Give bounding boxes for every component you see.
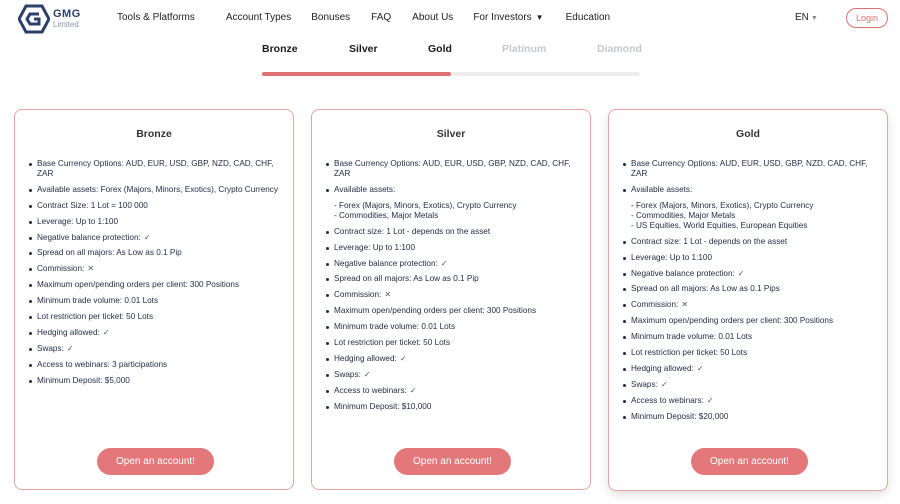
- cross-icon: ✕: [384, 290, 392, 300]
- feature-item: [325, 386, 587, 396]
- feature-text: Minimum Deposit: $10,000: [334, 401, 432, 411]
- feature-item: [622, 269, 884, 279]
- feature-text: Spread on all majors: As Low as 0.1 Pip: [37, 248, 182, 258]
- feature-item: [325, 274, 587, 284]
- feature-item: [28, 296, 290, 306]
- feature-item: [325, 402, 587, 412]
- brand-name: GMG: [53, 8, 81, 20]
- feature-item: [325, 322, 587, 332]
- feature-item: [622, 284, 884, 294]
- main-nav: [117, 12, 610, 23]
- feature-item: [28, 159, 290, 179]
- check-icon: ✓: [102, 327, 110, 337]
- feature-item: [622, 396, 884, 406]
- feature-item: [28, 360, 290, 370]
- feature-text: Hedging allowed:: [631, 363, 694, 373]
- feature-text: Leverage: Up to 1:100: [334, 242, 416, 252]
- feature-text: Base Currency Options: AUD, EUR, USD, GBP, NZD, CAD, CHF, ZAR: [37, 159, 274, 178]
- feature-text: Available assets:: [334, 184, 396, 194]
- feature-text: Base Currency Options: AUD, EUR, USD, GBP, NZD, CAD, CHF, ZAR: [631, 159, 868, 178]
- feature-item: [622, 316, 884, 326]
- feature-text: Maximum open/pending orders per client: 300 Positions: [631, 316, 834, 326]
- check-icon: ✓: [409, 385, 417, 395]
- feature-item: [28, 233, 290, 243]
- feature-text: Lot restriction per ticket: 50 Lots: [631, 348, 748, 358]
- feature-text: Minimum Deposit: $20,000: [631, 411, 729, 421]
- check-icon: ✓: [399, 353, 407, 363]
- check-icon: ✓: [737, 268, 745, 278]
- feature-text: Lot restriction per ticket: 50 Lots: [334, 338, 451, 348]
- check-icon: ✓: [706, 395, 714, 405]
- site-header: [0, 0, 900, 38]
- nav-item-account-types[interactable]: Account Types: [225, 12, 292, 23]
- feature-text: Contract size: 1 Lot - depends on the asset: [334, 226, 491, 236]
- caret-down-icon: ▼: [535, 13, 544, 22]
- feature-list: [28, 159, 290, 391]
- card-title: Silver: [436, 128, 466, 140]
- feature-subitem: - Commodities, Major Metals: [631, 210, 736, 220]
- feature-item: [28, 328, 290, 338]
- tab-silver[interactable]: Silver: [349, 43, 378, 55]
- language-label: EN: [795, 12, 809, 23]
- card-title: Bronze: [136, 128, 172, 140]
- feature-text: Swaps:: [631, 379, 658, 389]
- feature-item: [28, 201, 290, 211]
- feature-item: [325, 259, 587, 269]
- feature-text: Negative balance protection:: [631, 268, 735, 278]
- feature-text: Spread on all majors: As Low as 0.1 Pips: [631, 284, 780, 294]
- feature-text: Negative balance protection:: [37, 232, 141, 242]
- feature-item: [28, 248, 290, 258]
- feature-item: [325, 243, 587, 253]
- brand-suffix: Limited: [53, 20, 79, 29]
- feature-text: Maximum open/pending orders per client: 300 Positions: [334, 306, 537, 316]
- nav-item-about-us[interactable]: About Us: [412, 12, 454, 23]
- feature-text: Contract size: 1 Lot - depends on the asset: [631, 236, 788, 246]
- feature-item: [622, 185, 884, 231]
- feature-list: [622, 159, 884, 427]
- check-icon: ✓: [440, 258, 448, 268]
- nav-item-bonuses[interactable]: Bonuses: [311, 12, 351, 23]
- gmg-logo-icon: [18, 4, 50, 34]
- tab-diamond[interactable]: Diamond: [597, 43, 642, 55]
- tab-progress-fill: [262, 72, 451, 76]
- feature-item: [622, 237, 884, 247]
- open-account-button[interactable]: Open an account!: [394, 448, 511, 475]
- feature-text: Access to webinars:: [631, 395, 704, 405]
- check-icon: ✓: [363, 369, 371, 379]
- feature-text: Swaps:: [334, 369, 361, 379]
- nav-item-for-investors[interactable]: [473, 12, 543, 23]
- check-icon: ✓: [66, 343, 74, 353]
- feature-item: [325, 159, 587, 179]
- feature-text: Minimum Deposit: $5,000: [37, 375, 130, 385]
- open-account-button[interactable]: Open an account!: [97, 448, 214, 475]
- feature-text: Minimum trade volume: 0.01 Lots: [37, 296, 159, 306]
- feature-text: Access to webinars: 3 participations: [37, 359, 168, 369]
- feature-text: Base Currency Options: AUD, EUR, USD, GBP, NZD, CAD, CHF, ZAR: [334, 159, 571, 178]
- feature-text: Minimum trade volume: 0.01 Lots: [334, 322, 456, 332]
- feature-item: [622, 159, 884, 179]
- login-button[interactable]: Login: [846, 8, 888, 28]
- feature-item: [622, 332, 884, 342]
- feature-text: Commission:: [37, 264, 85, 274]
- nav-item-faq[interactable]: FAQ: [371, 12, 392, 23]
- nav-item-for-investors-label: For Investors: [473, 12, 532, 23]
- feature-text: Commission:: [334, 290, 382, 300]
- account-card-gold: [608, 109, 888, 491]
- feature-item: [622, 300, 884, 310]
- feature-item: [28, 185, 290, 195]
- tab-bronze[interactable]: Bronze: [262, 43, 298, 55]
- feature-item: [28, 312, 290, 322]
- feature-text: Swaps:: [37, 343, 64, 353]
- feature-text: Available assets:: [631, 184, 693, 194]
- feature-text: Maximum open/pending orders per client: 300 Positions: [37, 280, 240, 290]
- account-card-silver: [311, 109, 591, 490]
- nav-item-tools-platforms[interactable]: Tools & Platforms: [117, 12, 195, 23]
- tab-gold[interactable]: Gold: [428, 43, 452, 55]
- feature-text: Hedging allowed:: [334, 353, 397, 363]
- cross-icon: ✕: [681, 300, 689, 310]
- account-card-bronze: [14, 109, 294, 490]
- brand-logo[interactable]: [18, 4, 88, 34]
- feature-item: [325, 185, 587, 221]
- language-selector[interactable]: [795, 12, 818, 23]
- chevron-down-icon: ▼: [810, 15, 818, 22]
- feature-subitem: - US Equities, World Equities, European Equities: [631, 220, 808, 230]
- account-tier-tabs: [262, 43, 640, 77]
- cross-icon: ✕: [87, 264, 95, 274]
- feature-item: [325, 370, 587, 380]
- feature-text: Contract Size: 1 Lot = 100 000: [37, 200, 148, 210]
- card-title: Gold: [736, 128, 760, 140]
- feature-text: Hedging allowed:: [37, 327, 100, 337]
- feature-text: Leverage: Up to 1:100: [37, 216, 119, 226]
- feature-item: [622, 253, 884, 263]
- feature-text: Access to webinars:: [334, 385, 407, 395]
- open-account-button[interactable]: Open an account!: [691, 448, 808, 475]
- feature-item: [622, 380, 884, 390]
- check-icon: ✓: [696, 363, 704, 373]
- feature-item: [28, 376, 290, 386]
- check-icon: ✓: [660, 379, 668, 389]
- feature-item: [622, 364, 884, 374]
- feature-text: Lot restriction per ticket: 50 Lots: [37, 312, 154, 322]
- feature-item: [325, 306, 587, 316]
- feature-item: [622, 412, 884, 422]
- feature-text: Available assets: Forex (Majors, Minors, Exotics), Crypto Currency: [37, 184, 278, 194]
- feature-item: [325, 354, 587, 364]
- feature-item: [28, 264, 290, 274]
- feature-item: [325, 227, 587, 237]
- feature-item: [325, 338, 587, 348]
- nav-item-education[interactable]: Education: [565, 12, 611, 23]
- feature-item: [28, 280, 290, 290]
- feature-subitem: - Forex (Majors, Minors, Exotics), Crypto Currency: [631, 200, 814, 210]
- feature-item: [622, 348, 884, 358]
- feature-subitem: - Commodities, Major Metals: [334, 210, 439, 220]
- feature-text: Commission:: [631, 300, 679, 310]
- feature-subitem: - Forex (Majors, Minors, Exotics), Crypto Currency: [334, 200, 517, 210]
- feature-item: [325, 290, 587, 300]
- feature-text: Negative balance protection:: [334, 258, 438, 268]
- tab-platinum[interactable]: Platinum: [502, 43, 547, 55]
- feature-item: [28, 344, 290, 354]
- feature-text: Spread on all majors: As Low as 0.1 Pip: [334, 274, 479, 284]
- feature-text: Leverage: Up to 1:100: [631, 252, 713, 262]
- check-icon: ✓: [143, 232, 151, 242]
- feature-list: [325, 159, 587, 417]
- feature-item: [28, 217, 290, 227]
- feature-text: Minimum trade volume: 0.01 Lots: [631, 332, 753, 342]
